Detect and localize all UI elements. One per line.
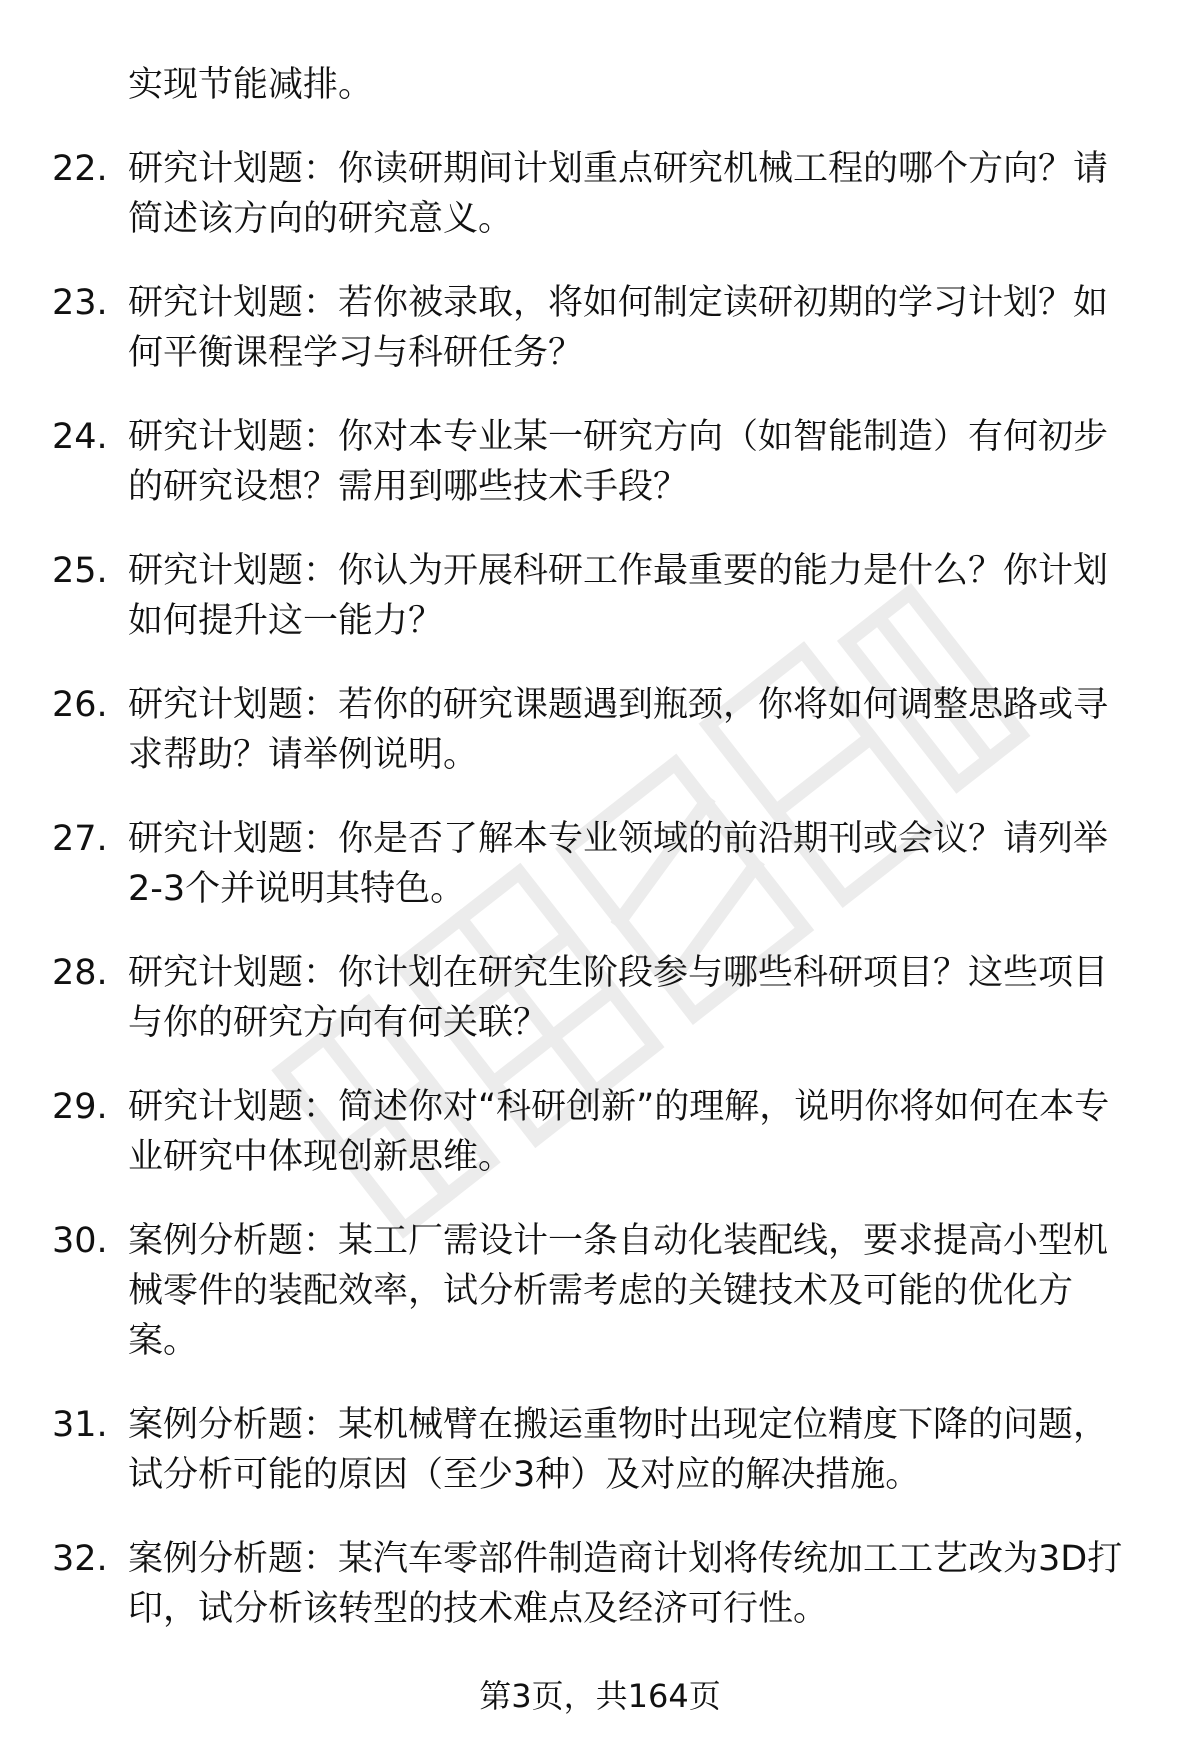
- question-number: 32.: [52, 1539, 108, 1579]
- question-text: 研究计划题：你是否了解本专业领域的前沿期刊或会议？请列举2-3个并说明其特色。: [128, 819, 1109, 909]
- question-text: 案例分析题：某机械臂在搬运重物时出现定位精度下降的问题，试分析可能的原因（至少3种）及对应的解决措施。: [128, 1405, 1109, 1495]
- question-number: 23.: [52, 283, 108, 323]
- question-number: 25.: [52, 551, 108, 591]
- question-item: [0, 814, 1200, 914]
- question-item: [0, 1082, 1200, 1182]
- question-text: 研究计划题：若你被录取，将如何制定读研初期的学习计划？如何平衡课程学习与科研任务？: [128, 283, 1109, 373]
- question-text: 研究计划题：你认为开展科研工作最重要的能力是什么？你计划如何提升这一能力？: [128, 551, 1109, 641]
- question-number: 29.: [52, 1087, 108, 1127]
- question-list: [0, 144, 1200, 1668]
- question-item: [0, 546, 1200, 646]
- question-number: 28.: [52, 953, 108, 993]
- question-text: 研究计划题：你读研期间计划重点研究机械工程的哪个方向？请简述该方向的研究意义。: [128, 149, 1109, 239]
- question-item: [0, 680, 1200, 780]
- question-item: [0, 1216, 1200, 1366]
- question-text: 案例分析题：某汽车零部件制造商计划将传统加工工艺改为3D打印，试分析该转型的技术难点及经济可行性。: [128, 1539, 1123, 1629]
- question-number: 31.: [52, 1405, 108, 1445]
- question-number: 24.: [52, 417, 108, 457]
- continuation-text: 实现节能减排。: [128, 65, 374, 105]
- question-number: 27.: [52, 819, 108, 859]
- question-text: 研究计划题：你对本专业某一研究方向（如智能制造）有何初步的研究设想？需用到哪些技术手段？: [128, 417, 1109, 507]
- question-number: 22.: [52, 149, 108, 189]
- question-item: [0, 1400, 1200, 1500]
- question-number: 30.: [52, 1221, 108, 1261]
- question-text: 案例分析题：某工厂需设计一条自动化装配线，要求提高小型机械零件的装配效率，试分析需考虑的关键技术及可能的优化方案。: [128, 1221, 1109, 1361]
- question-item: [0, 144, 1200, 244]
- page-footer: 第3页，共164页: [479, 1677, 721, 1715]
- question-item: [0, 1534, 1200, 1634]
- question-text: 研究计划题：简述你对“科研创新”的理解，说明你将如何在本专业研究中体现创新思维。: [128, 1087, 1110, 1177]
- question-item: [0, 278, 1200, 378]
- question-item: [0, 948, 1200, 1048]
- question-number: 26.: [52, 685, 108, 725]
- question-text: 研究计划题：若你的研究课题遇到瓶颈，你将如何调整思路或寻求帮助？请举例说明。: [128, 685, 1109, 775]
- question-text: 研究计划题：你计划在研究生阶段参与哪些科研项目？这些项目与你的研究方向有何关联？: [128, 953, 1109, 1043]
- question-item: [0, 412, 1200, 512]
